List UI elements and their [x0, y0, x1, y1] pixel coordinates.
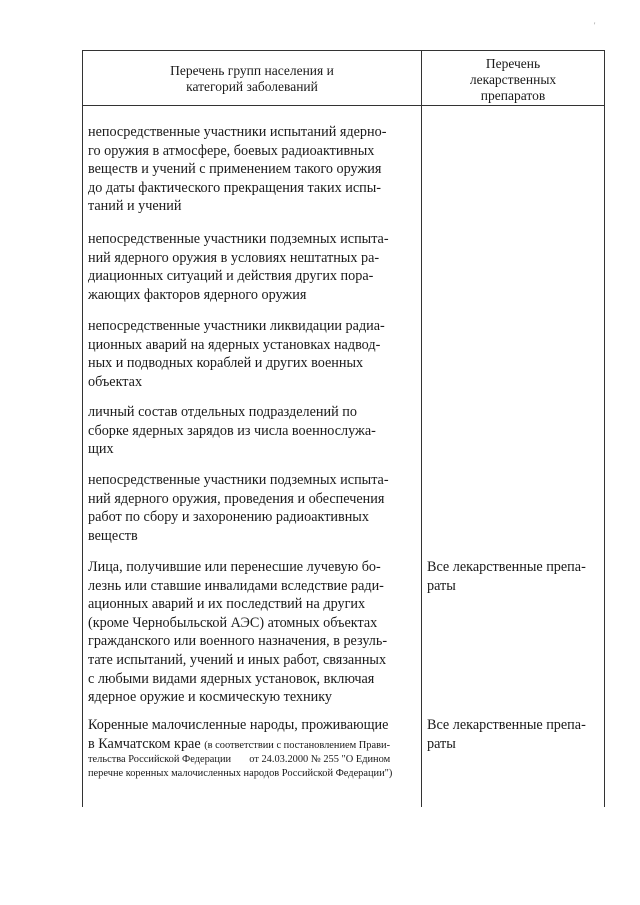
header-population-groups — [83, 63, 421, 95]
table-header-divider — [82, 105, 605, 106]
row-text-line: непосредственные участники подземных испыта- — [88, 472, 389, 488]
row-text-line: непосредственные участники ликвидации радиа- — [88, 318, 385, 334]
row-text-line: го оружия в атмосфере, боевых радиоактивных — [88, 142, 375, 159]
table-row-atmospheric-tests — [88, 123, 416, 216]
table-row-radiation-sickness — [88, 558, 416, 707]
row-text-line: ний ядерного оружия, проведения и обеспечения — [88, 490, 385, 507]
header-col1-line: категорий заболеваний — [186, 79, 318, 94]
row-text-line: объектах — [88, 373, 143, 390]
header-col2-line: препаратов — [480, 88, 546, 103]
row-main-text: в Камчатском крае — [88, 735, 201, 752]
row-text-line: щих — [88, 441, 114, 458]
row-text-line: сборке ядерных зарядов из числа военнослужа- — [88, 422, 376, 439]
row-text-line: веществ — [88, 527, 138, 544]
drug-text-line: Все лекарственные препа- — [427, 717, 586, 733]
row-text-line: веществ и учений с применением такого оружия — [88, 161, 382, 178]
corner-mark: ' — [594, 21, 596, 30]
row-text-line — [88, 735, 416, 754]
drug-cell-all-drugs — [427, 716, 601, 753]
row-text-line: ных и подводных кораблей и других военных — [88, 355, 364, 372]
row-text-line: (кроме Чернобыльской АЭС) атомных объектах — [88, 614, 378, 631]
row-text-line: Коренные малочисленные народы, проживающие — [88, 717, 389, 733]
table-row-waste-disposal — [88, 471, 416, 545]
row-text-line: гражданского или военного назначения, в резуль- — [88, 633, 388, 650]
row-text-line: Лица, получившие или перенесшие лучевую бо- — [88, 559, 381, 575]
row-text-line: жающих факторов ядерного оружия — [88, 286, 307, 303]
drug-text-line: Все лекарственные препа- — [427, 559, 586, 575]
row-text-line: личный состав отдельных подразделений по — [88, 404, 357, 420]
row-text-line: непосредственные участники испытаний ядерно- — [88, 124, 387, 140]
row-text-line: с любыми видами ядерных установок, включая — [88, 670, 375, 687]
row-note-line: тельства Российской Федерации от 24.03.2000 № 255 "О Едином — [88, 754, 391, 766]
table-row-underground-tests-emergency — [88, 230, 416, 304]
row-text-line: работ по сбору и захоронению радиоактивных — [88, 509, 369, 526]
row-text-line: таний и учений — [88, 198, 182, 215]
table-row-ship-accidents — [88, 317, 416, 391]
table-left-border — [82, 50, 83, 807]
header-col2-line: Перечень — [485, 56, 541, 71]
row-text-line: ядерное оружие и космическую технику — [88, 689, 332, 706]
row-text-line: тате испытаний, учений и иных работ, связанных — [88, 651, 387, 668]
row-text-line: ационных аварий и их последствий на других — [88, 596, 366, 613]
drug-text-line: раты — [427, 735, 456, 752]
row-text-line: лезнь или ставшие инвалидами вследствие ради- — [88, 577, 384, 594]
row-note-line: перечне коренных малочисленных народов Российской Федерации") — [88, 768, 393, 780]
row-text-line: до даты фактического прекращения таких испы- — [88, 179, 382, 196]
table-top-border — [82, 50, 605, 51]
header-col2-line: лекарственных — [469, 72, 557, 87]
row-text-line: непосредственные участники подземных испыта- — [88, 231, 389, 247]
drug-cell-all-drugs — [427, 558, 601, 595]
row-note-text: (в соответствии с постановлением Прави- — [204, 739, 391, 751]
table-row-assembly-personnel — [88, 403, 416, 459]
header-drug-list — [422, 56, 604, 104]
table-row-indigenous-peoples — [88, 716, 416, 781]
row-text-line: ционных аварий на ядерных установках надвод- — [88, 336, 381, 353]
drug-text-line: раты — [427, 577, 456, 594]
table-column-divider — [421, 50, 422, 807]
row-text-line: ний ядерного оружия в условиях нештатных ра- — [88, 249, 380, 266]
row-text-line: диационных ситуаций и действия других пора- — [88, 268, 374, 285]
header-col1-line: Перечень групп населения и — [170, 63, 334, 78]
table-right-border — [604, 50, 605, 807]
